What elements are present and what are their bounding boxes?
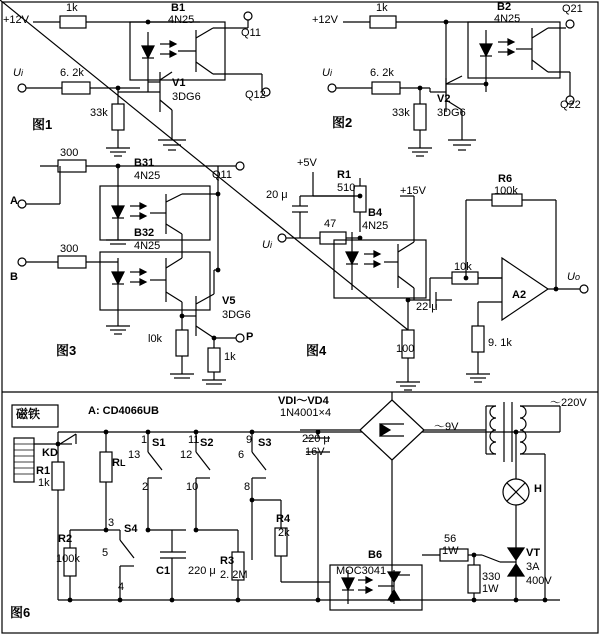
fig4-r6-value: 100k [494,185,518,197]
fig3-input-a-label: A [10,195,18,207]
fig6-r4-name: R4 [276,513,291,525]
fig4-v15-label: +15V [400,185,426,197]
fig6-r3-value: 2. 2M [220,569,248,581]
fig6-pin1-label: 1 [141,434,148,446]
fig2-input-sub: i [329,68,332,78]
fig1-transistor-name: V1 [172,77,186,89]
fig4-r100-label: 100 [396,343,415,355]
fig1-r3-label: 33k [90,107,108,119]
fig6-b6-type: MOC3041 [336,565,387,577]
fig4-c20u-label: 20 μ [266,189,288,201]
fig6-s3-label: S3 [258,437,272,449]
fig2-input-label: Ui [322,67,332,79]
fig2-optocoupler-name: B2 [497,1,512,13]
fig6-c1-name: C1 [156,565,171,577]
fig6-r4-value: 2k [278,527,290,539]
fig3-input-b-label: B [10,271,18,283]
fig1-output-q11-label: Q11 [241,27,261,39]
fig3-r1k-label: 1k [224,351,236,363]
fig1-output-q12-label: Q12 [245,89,266,101]
fig6-r56-value: 56 [444,533,457,545]
fig6-vt-current: 3A [526,561,540,573]
fig2-transistor-name: V2 [437,93,451,105]
fig1-vcc-label: +12V [3,14,29,26]
fig6-pin12-label: 12 [180,449,193,461]
fig4-r1-name: R1 [337,169,352,181]
fig6-vt-name: VT [526,547,541,559]
fig4-r91k-label: 9. 1k [488,337,512,349]
fig1-r1-label: 1k [66,2,78,14]
fig3-transistor-name: V5 [222,295,236,307]
fig6-r56-power: 1W [442,545,459,557]
fig4-input-label: Ui [262,239,272,251]
fig6-b6-name: B6 [368,549,383,561]
fig3-opto2-name: B32 [134,227,155,239]
fig6-filter-cap-voltage: 16V [305,446,325,458]
fig1-input-sub: i [20,68,23,78]
fig3-point-p-label: P [246,331,254,343]
fig3-rb-label: 300 [60,243,79,255]
fig6-pin13-label: 13 [128,449,141,461]
fig6-pin5-label: 5 [102,547,109,559]
fig6-pin11-label: 11 [188,434,200,446]
fig6-magnet-label: 磁铁 [16,407,41,421]
fig6-c1-value: 220 μ [188,565,216,577]
fig4-output-label: Uo [567,271,580,283]
fig1-optocoupler-type: 4N25 [168,14,195,26]
fig2-r2-label: 6. 2k [370,67,394,79]
fig2-vcc-label: +12V [312,14,338,26]
fig4-r10k-label: 10k [454,261,472,273]
fig6-diodes-label: VDI～VD4 [278,395,329,407]
fig3-output-q11-label: Q11 [212,169,232,181]
fig1-r2-label: 6. 2k [60,67,84,79]
fig3-caption: 图3 [56,343,77,358]
fig1-transistor-type: 3DG6 [172,91,201,103]
fig1-caption: 图1 [32,117,53,132]
fig6-r330-value: 330 [482,571,501,583]
fig1-optocoupler-name: B1 [171,2,186,14]
fig6-s1-label: S1 [152,437,166,449]
fig6-s4-label: S4 [124,523,138,535]
fig2-transistor-type: 3DG6 [437,107,466,119]
fig6-r330-power: 1W [482,583,499,595]
fig2-output-q22-label: Q22 [560,99,581,111]
fig6-ac9v-label: ～9V [434,421,459,433]
fig6-r1-value: 1k [38,477,50,489]
fig6-reed-switch-label: KD [42,447,58,459]
fig1-input-label: Ui [13,67,23,79]
fig4-r1-value: 510 [337,182,356,194]
fig4-r47-label: 47 [324,218,337,230]
fig6-r2-name: R2 [58,533,73,545]
fig2-r3-label: 33k [392,107,410,119]
fig3-r10k-label: l0k [148,333,163,345]
fig6-ic-label: A: CD4066UB [88,405,159,417]
fig6-rl-sub: L [119,458,126,468]
fig2-output-q21-label: Q21 [562,3,583,15]
fig6-pin3-label: 3 [108,517,115,529]
fig6-diode-type-label: 1N4001×4 [280,407,332,419]
fig3-opto1-name: B31 [134,157,155,169]
fig6-pin4-label: 4 [118,581,125,593]
fig6-pin10-label: 10 [186,481,199,493]
fig6-pin6-label: 6 [238,449,245,461]
fig6-lamp-label: H [534,483,542,495]
fig3-transistor-type: 3DG6 [222,309,251,321]
fig6-rl-label: RL [112,457,126,469]
fig3-opto2-type: 4N25 [134,240,161,252]
fig3-opto1-type: 4N25 [134,170,161,182]
fig6-pin9-label: 9 [246,434,253,446]
fig6-r1-name: R1 [36,465,51,477]
fig4-opto-type: 4N25 [362,220,389,232]
fig4-r6-name: R6 [498,173,513,185]
fig4-caption: 图4 [306,343,327,358]
fig4-opto-name: B4 [368,207,383,219]
fig6-pin2-label: 2 [142,481,149,493]
fig4-c22u-label: 22 μ [416,301,438,313]
fig6-s2-label: S2 [200,437,214,449]
fig4-v5-label: +5V [297,157,317,169]
fig6-ac220v-label: ～220V [550,397,587,409]
fig4-output-sub: o [574,272,580,282]
fig2-optocoupler-type: 4N25 [494,13,521,25]
fig6-r3-name: R3 [220,555,235,567]
fig2-r1-label: 1k [376,2,388,14]
fig3-ra-label: 300 [60,147,79,159]
fig4-opamp-label: A2 [512,289,527,301]
fig2-caption: 图2 [332,115,353,130]
fig4-input-sub: i [269,240,272,250]
fig6-filter-cap-value: 220 μ [302,433,330,445]
fig6-caption: 图6 [10,605,31,620]
fig6-vt-voltage: 400V [526,575,552,587]
fig6-r2-value: 100k [56,553,80,565]
fig6-pin8-label: 8 [244,481,251,493]
